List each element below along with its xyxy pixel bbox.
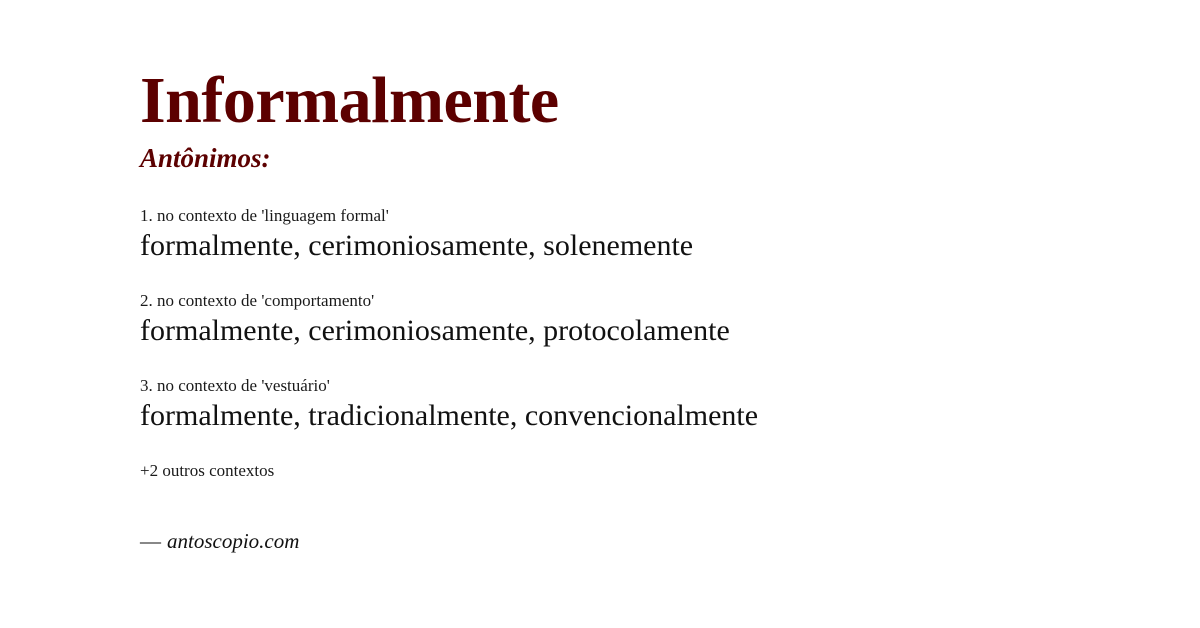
list-item [140, 376, 1130, 434]
senses-list [140, 206, 1130, 434]
more-contexts-note: +2 outros contextos [140, 461, 275, 481]
sense-terms: formalmente, cerimoniosamente, protocolamente [140, 313, 730, 347]
sense-context: 2. no contexto de 'comportamento' [140, 291, 375, 311]
list-item [140, 206, 1130, 264]
source-attribution [140, 529, 1130, 554]
sense-context: 3. no contexto de 'vestuário' [140, 376, 330, 396]
list-item [140, 291, 1130, 349]
em-dash: — [140, 529, 161, 554]
sense-terms: formalmente, tradicionalmente, convencionalmente [140, 398, 759, 432]
source-label: antoscopio.com [167, 529, 300, 554]
page-title: Informalmente [140, 64, 559, 137]
sense-terms: formalmente, cerimoniosamente, solenemente [140, 228, 694, 262]
sense-context: 1. no contexto de 'linguagem formal' [140, 206, 389, 226]
entry-subtitle: Antônimos: [140, 143, 271, 174]
